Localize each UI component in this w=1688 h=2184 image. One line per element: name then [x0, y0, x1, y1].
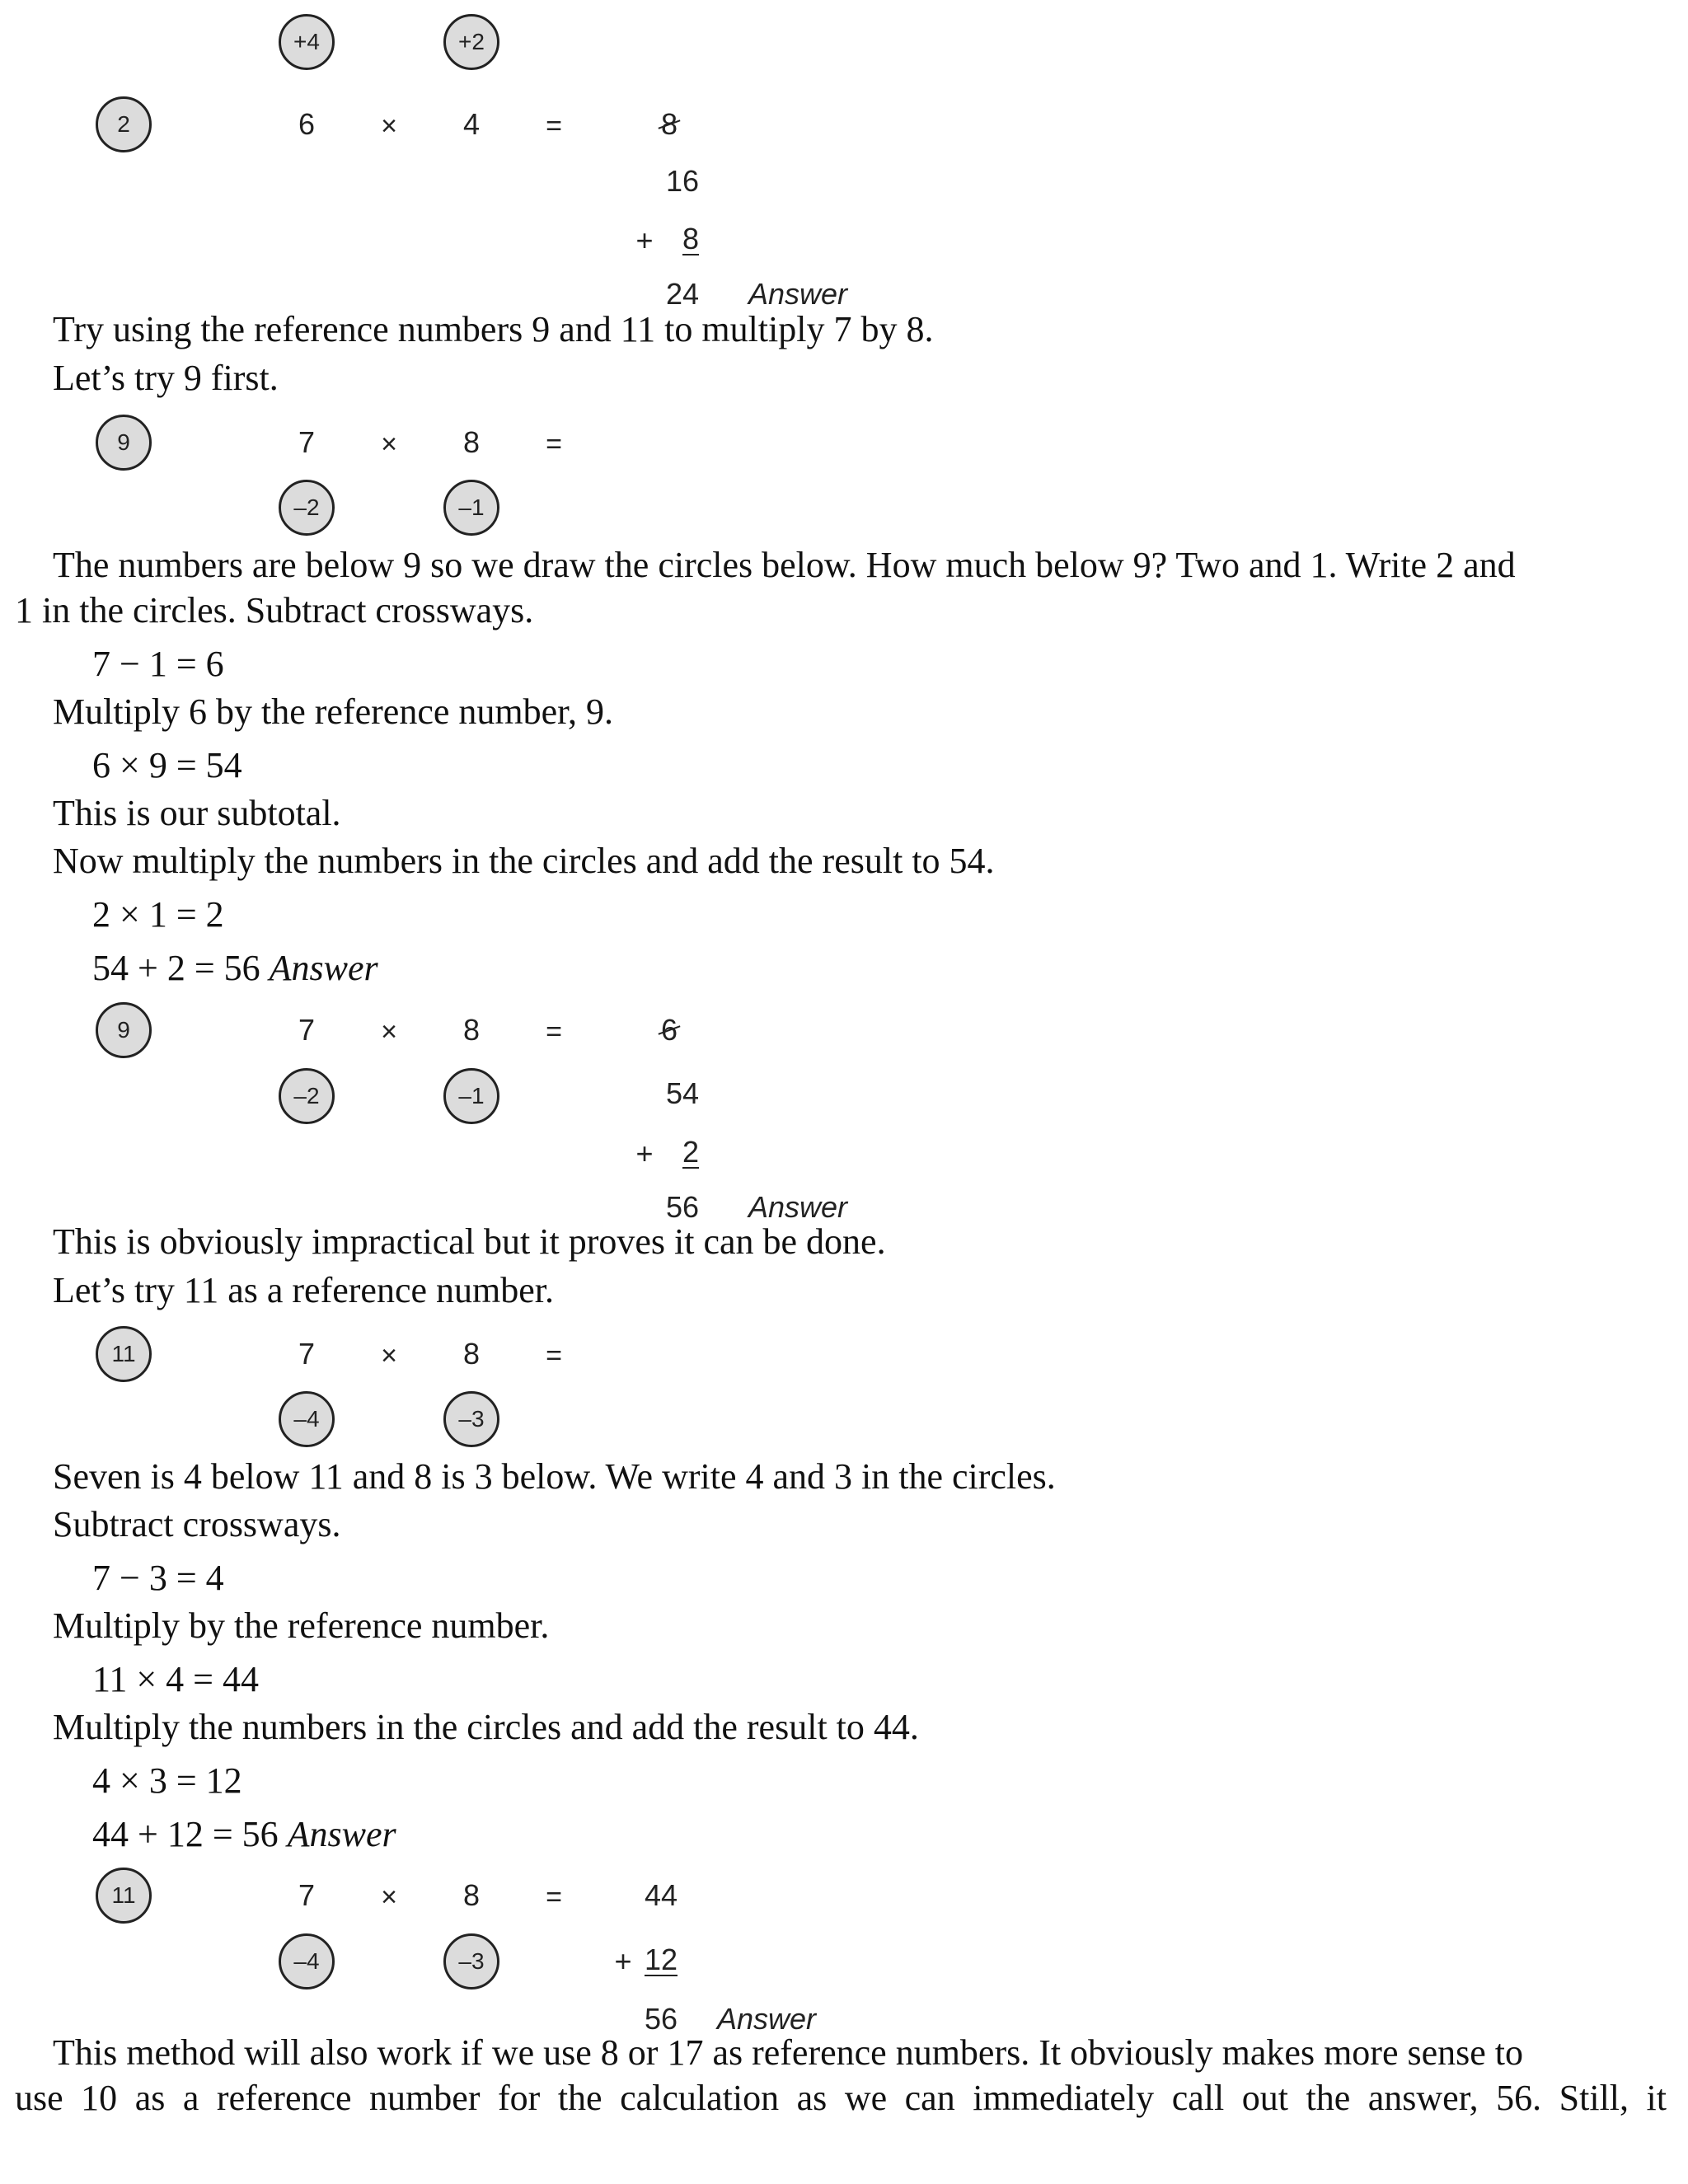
paragraph-try-11: Let’s try 11 as a reference number.	[53, 1270, 554, 1310]
crossed-digit: 8	[660, 107, 678, 141]
number-7: 7	[298, 1337, 316, 1371]
number-7: 7	[298, 1878, 316, 1912]
paragraph-seven-below-11: Seven is 4 below 11 and 8 is 3 below. We write 4 and 3 in the circles.	[53, 1456, 1056, 1497]
result-56: 56	[665, 1190, 699, 1224]
paragraph-multiply-circles: Now multiply the numbers in the circles and add the result to 54.	[53, 841, 995, 881]
subtotal-54: 54	[665, 1076, 699, 1110]
times-sign: ×	[381, 110, 397, 142]
answer-label: Answer	[748, 1190, 848, 1224]
figure-7x8-reference-11-solved	[0, 1863, 1688, 2044]
paragraph-also-work-line2: use 10 as a reference number for the calculation as we can immediately call out the answer, 56. Still, it	[15, 2078, 1667, 2118]
number-6: 6	[298, 107, 316, 141]
subtotal-44: 44	[644, 1878, 678, 1912]
paragraph-try-reference-9-11: Try using the reference numbers 9 and 11 to multiply 7 by 8.	[53, 309, 934, 349]
circle-minus-1: –1	[443, 1068, 499, 1124]
plus-sign: +	[614, 1944, 632, 1978]
equation-2-times-1: 2 × 1 = 2	[92, 894, 224, 935]
paragraph-subtract-crossways: Subtract crossways.	[53, 1504, 341, 1544]
crossed-out-6	[661, 1012, 678, 1048]
crossed-digit: 6	[660, 1013, 678, 1047]
equation-44-plus-12	[92, 1811, 396, 1858]
paragraph-impractical: This is obviously impractical but it proves it can be done.	[53, 1221, 886, 1262]
circle-minus-3: –3	[443, 1933, 499, 1990]
paragraph-below-9-line2: 1 in the circles. Subtract crossways.	[15, 590, 534, 630]
figure-7x8-reference-9-setup	[0, 412, 1688, 544]
equation-text: 54 + 2 = 56	[92, 948, 260, 988]
number-8: 8	[462, 425, 481, 459]
answer-label: Answer	[717, 2002, 817, 2036]
figure-7x8-reference-11-setup	[0, 1323, 1688, 1455]
equals-sign: =	[546, 110, 562, 142]
equation-6-times-9: 6 × 9 = 54	[92, 745, 242, 785]
number-8: 8	[462, 1337, 481, 1371]
circle-minus-1: –1	[443, 480, 499, 536]
times-sign: ×	[381, 429, 397, 460]
equals-sign: =	[546, 429, 562, 460]
paragraph-multiply-circles-44: Multiply the numbers in the circles and add the result to 44.	[53, 1707, 919, 1747]
times-sign: ×	[381, 1016, 397, 1047]
figure-7x8-reference-9-solved	[0, 997, 1688, 1228]
number-8: 8	[462, 1013, 481, 1047]
plus-sign: +	[635, 1137, 654, 1170]
number-7: 7	[298, 1013, 316, 1047]
addend-2: 2	[682, 1135, 699, 1169]
circle-minus-4: –4	[279, 1933, 335, 1990]
number-7: 7	[298, 425, 316, 459]
equals-sign: =	[546, 1882, 562, 1913]
circle-minus-4: –4	[279, 1391, 335, 1447]
paragraph-multiply-6-by-9: Multiply 6 by the reference number, 9.	[53, 691, 614, 732]
equation-7-minus-3: 7 − 3 = 4	[92, 1558, 224, 1598]
reference-circle-11: 11	[96, 1326, 152, 1382]
addend-12: 12	[644, 1943, 678, 1976]
answer-label: Answer	[748, 277, 848, 311]
equation-7-minus-1: 7 − 1 = 6	[92, 644, 224, 684]
reference-circle-11: 11	[96, 1868, 152, 1924]
paragraph-also-work-line1: This method will also work if we use 8 or 17 as reference numbers. It obviously makes more sense to	[53, 2032, 1524, 2073]
times-sign: ×	[381, 1340, 397, 1371]
times-sign: ×	[381, 1882, 397, 1913]
paragraph-try-9-first: Let’s try 9 first.	[53, 358, 279, 398]
number-4: 4	[462, 107, 481, 141]
paragraph-multiply-reference: Multiply by the reference number.	[53, 1605, 550, 1646]
crossed-out-8	[661, 106, 678, 143]
paragraph-subtotal: This is our subtotal.	[53, 793, 341, 833]
circle-minus-2: –2	[279, 480, 335, 536]
plus-sign: +	[635, 223, 654, 257]
equals-sign: =	[546, 1340, 562, 1371]
paragraph-below-9-line1: The numbers are below 9 so we draw the circles below. How much below 9? Two and 1. Write 2 and	[53, 545, 1516, 585]
subtotal-16: 16	[665, 164, 699, 198]
equals-sign: =	[546, 1016, 562, 1047]
result-56: 56	[644, 2002, 678, 2036]
reference-circle-9: 9	[96, 415, 152, 471]
addend-8: 8	[682, 222, 699, 255]
result-24: 24	[665, 277, 699, 311]
figure-6x4-reference-2	[0, 0, 1688, 313]
equation-text: 44 + 12 = 56	[92, 1814, 279, 1854]
equation-11-times-4: 11 × 4 = 44	[92, 1659, 259, 1699]
circle-minus-3: –3	[443, 1391, 499, 1447]
equation-54-plus-2	[92, 945, 378, 991]
number-8: 8	[462, 1878, 481, 1912]
reference-circle-9: 9	[96, 1002, 152, 1058]
answer-label: Answer	[287, 1814, 396, 1854]
equation-4-times-3: 4 × 3 = 12	[92, 1760, 242, 1801]
answer-label: Answer	[269, 948, 378, 988]
reference-circle-2: 2	[96, 96, 152, 152]
circle-minus-2: –2	[279, 1068, 335, 1124]
circle-plus-4: +4	[279, 14, 335, 70]
circle-plus-2: +2	[443, 14, 499, 70]
